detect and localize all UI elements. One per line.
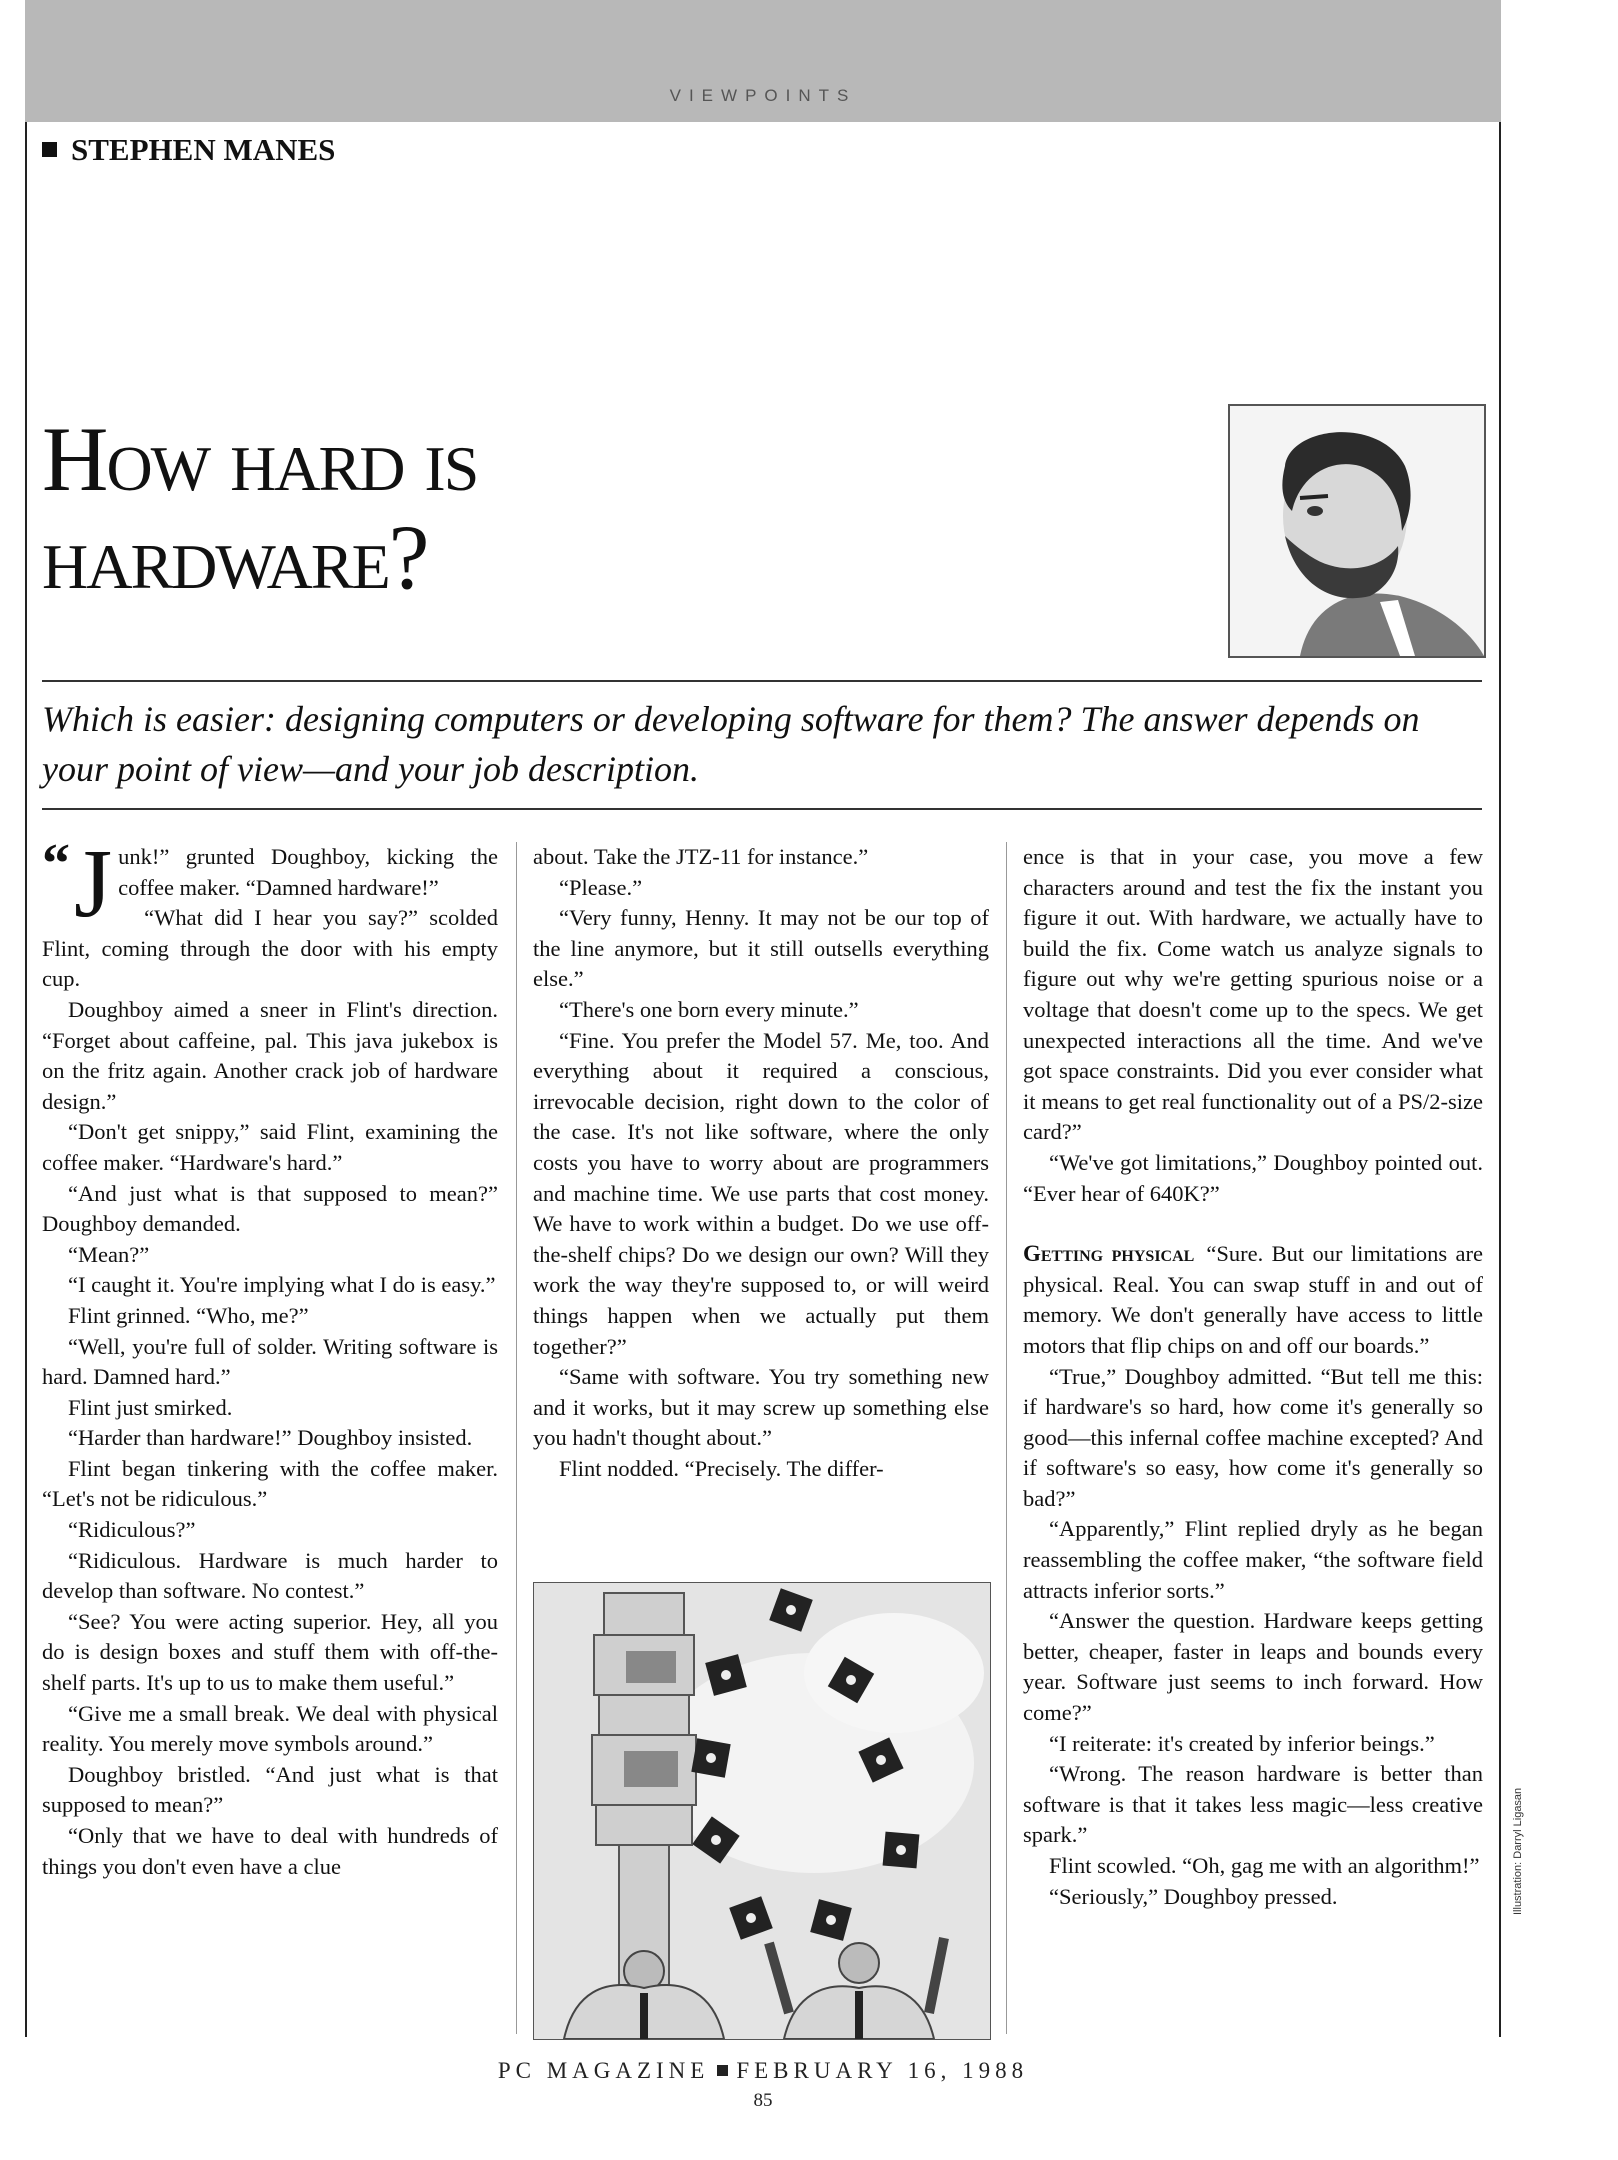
paragraph: “Mean?” [68, 1241, 150, 1267]
paragraph: “Only that we have to deal with hundreds of things you don't even have a clue [42, 1823, 498, 1879]
paragraph: Flint nodded. “Precisely. The differ- [559, 1455, 884, 1481]
column-divider-1 [516, 842, 517, 2034]
paragraph: “Don't get snippy,” said Flint, examining the coffee maker. “Hardware's hard.” [42, 1119, 498, 1175]
paragraph: “Well, you're full of solder. Writing software is hard. Damned hard.” [42, 1333, 498, 1390]
paragraph: “What did I hear you say?” scolded Flint, coming through the door with his empty cup. [42, 905, 498, 992]
paragraph-text: “Sure. But our limitations are physical. Real. You can swap stuff in and out of memory. We don't generally have access to little motors that flip chips on and off our boards.” [1023, 1241, 1484, 1358]
paragraph: “Ridiculous?” [68, 1517, 196, 1543]
headline-line-1: How hard is [42, 408, 478, 510]
paragraph: about. Take the JTZ-11 for instance.” [533, 844, 869, 869]
paragraph: “Fine. You prefer the Model 57. Me, too. And everything about it required a conscious, irrevocable decision, right down to the color of the case. It's not like software, where the only costs you have to worry about are programmers and machine time. We use parts that cost money. We have to work within a budget. Do we use off-the-shelf chips? Do we design our own? Will they work the way they're supposed to, or will weird things happen when we actually put them together?” [533, 1027, 989, 1359]
paragraph: “Please.” [559, 874, 643, 900]
rule-bottom [42, 808, 1482, 810]
paragraph: “Very funny, Henny. It may not be our top of the line anymore, but it still outsells everything else.” [533, 905, 989, 992]
paragraph: “Same with software. You try something new and it works, but it may screw up something else you hadn't thought about.” [533, 1364, 989, 1451]
paragraph: “Apparently,” Flint replied dryly as he began reassembling the coffee maker, “the software field attracts inferior sorts.” [1023, 1516, 1483, 1603]
paragraph: “There's one born every minute.” [559, 996, 859, 1022]
issue-date: FEBRUARY 16, 1988 [736, 2058, 1029, 2083]
frame-left-rule [25, 122, 27, 2037]
drop-cap: J [74, 830, 113, 938]
paragraph: “I caught it. You're implying what I do is easy.” [68, 1272, 496, 1298]
illustration-credit: Illustration: Darryl Ligasan [1512, 1787, 1524, 1915]
paragraph: “Answer the question. Hardware keeps getting better, cheaper, faster in leaps and bounds every year. Software just seems to inch forward. How come?” [1023, 1608, 1483, 1726]
paragraph: Flint scowled. “Oh, gag me with an algorithm!” [1049, 1853, 1480, 1878]
paragraph: “True,” Doughboy admitted. “But tell me this: if hardware's so hard, how come it's generally so good—this infernal coffee machine excepted? And if software's so easy, how come it's generally so bad?” [1023, 1363, 1483, 1511]
deck: Which is easier: designing computers or developing software for them? The answer depends on your point of view—and your job description. [42, 699, 1420, 789]
paragraph-text: unk!” grunted Doughboy, kicking the coffee maker. “Damned hardware!” [118, 844, 498, 900]
page-number: 85 [753, 2090, 773, 2111]
bullet-square-icon [42, 142, 57, 157]
paragraph: “And just what is that supposed to mean?” Doughboy demanded. [42, 1180, 498, 1237]
byline [42, 132, 335, 168]
column-1 [42, 830, 498, 1882]
paragraph: “I reiterate: it's created by inferior beings.” [1049, 1730, 1435, 1756]
paragraph: Flint began tinkering with the coffee maker. “Let's not be ridiculous.” [42, 1455, 498, 1512]
open-quote: “ [42, 833, 70, 895]
author-portrait-icon [1230, 406, 1484, 656]
paragraph: Flint just smirked. [68, 1394, 233, 1420]
paragraph: ence is that in your case, you move a few characters around and test the fix the instant you figure it out. With hardware, we actually have to build the fix. Come watch us analyze signals to figure out why we're getting spurious noise or a voltage that doesn't come up to the specs. We get unexpected interactions all the time. And we've got space constraints. Did you ever consider what it means to get real functionality out of a PS/2-size card?” [1023, 844, 1483, 1145]
paragraph: “Seriously,” Doughboy pressed. [1049, 1883, 1338, 1909]
frame-right-rule [1499, 122, 1501, 2037]
paragraph: “We've got limitations,” Doughboy pointed out. “Ever hear of 640K?” [1023, 1149, 1483, 1206]
magazine-name: PC MAGAZINE [497, 2058, 710, 2083]
paragraph: Flint grinned. “Who, me?” [68, 1302, 309, 1328]
paragraph [42, 830, 498, 938]
subhead: Getting physical [1023, 1241, 1195, 1267]
column-2 [533, 842, 989, 1484]
paragraph: “Wrong. The reason hardware is better than software is that it takes less magic—less creative spark.” [1023, 1761, 1483, 1848]
headline-line-2: hardware? [42, 506, 428, 608]
byline-text: STEPHEN MANES [71, 132, 336, 167]
paragraph: “Give me a small break. We deal with physical reality. You merely move symbols around.” [42, 1700, 498, 1757]
column-divider-2 [1006, 842, 1007, 2034]
rule-top [42, 680, 1482, 682]
bullet-square-icon [717, 2065, 728, 2076]
author-portrait [1228, 404, 1486, 658]
section-label: VIEWPOINTS [669, 86, 857, 105]
paragraph: “Harder than hardware!” Doughboy insisted. [68, 1425, 473, 1451]
paragraph: Doughboy aimed a sneer in Flint's direction. “Forget about caffeine, pal. This java jukebox is on the fritz again. Another crack job of hardware design.” [42, 996, 498, 1114]
paragraph: Doughboy bristled. “And just what is that supposed to mean?” [42, 1761, 498, 1818]
paragraph [1023, 1239, 1483, 1361]
column-3 [1023, 842, 1483, 1912]
illustration [533, 1582, 991, 2040]
headline [42, 410, 1192, 606]
paragraph: “Ridiculous. Hardware is much harder to develop than software. No contest.” [42, 1547, 498, 1604]
footer [25, 2058, 1501, 2084]
paragraph: “See? You were acting superior. Hey, all you do is design boxes and stuff them with off-the-shelf parts. It's up to us to make them useful.” [42, 1608, 498, 1696]
juggling-disks-illustration-icon [534, 1583, 990, 2039]
